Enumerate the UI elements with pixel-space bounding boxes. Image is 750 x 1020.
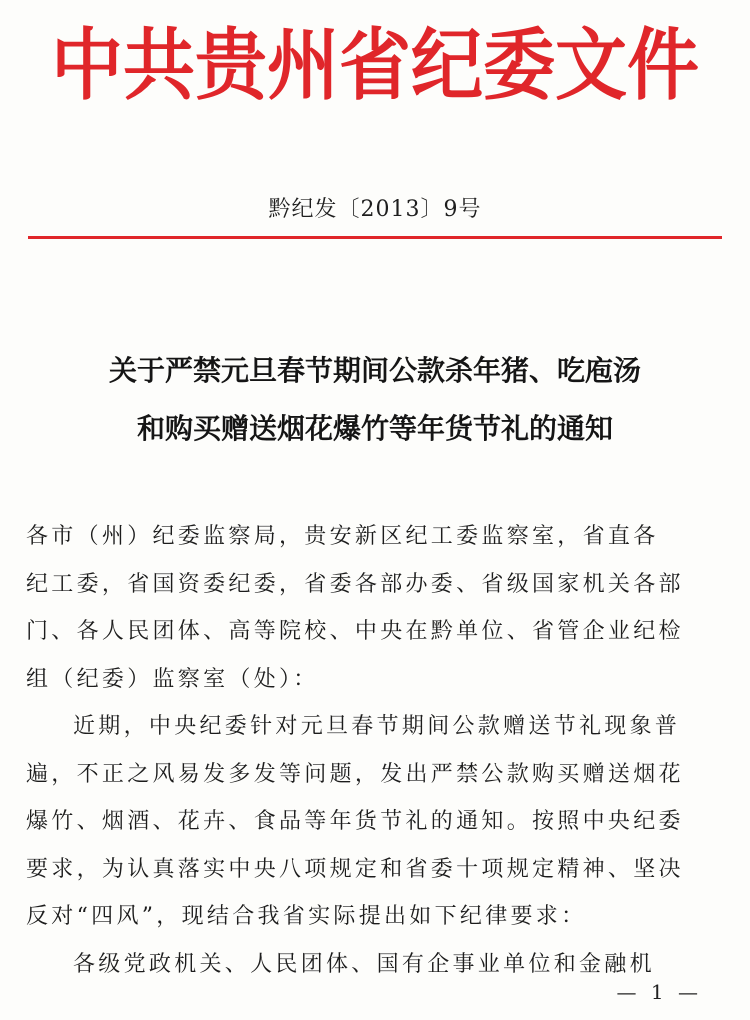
- document-number: 黔纪发〔2013〕9号: [268, 197, 482, 222]
- document-title: [0, 342, 750, 458]
- red-divider-line: [28, 236, 722, 239]
- document-header: 中共贵州省纪委文件: [50, 19, 699, 111]
- page-number: — 1 —: [616, 980, 702, 1004]
- body-line: 要求，为认真落实中央八项规定和省委十项规定精神、坚决: [26, 856, 684, 882]
- body-line: 门、各人民团体、高等院校、中央在黔单位、省管企业纪检: [26, 619, 684, 644]
- body-line: 遍，不正之风易发多发等问题，发出严禁公款购买赠送烟花: [26, 761, 684, 787]
- body-line: 组（纪委）监察室（处）：: [26, 666, 319, 692]
- title-line: 和购买赠送烟花爆竹等年货节礼的通知: [136, 412, 613, 445]
- title-line: 关于严禁元旦春节期间公款杀年猪、吃庖汤: [108, 354, 641, 387]
- document-body: [26, 513, 726, 988]
- body-line: 反对“四风”，现结合我省实际提出如下纪律要求：: [26, 904, 587, 929]
- body-line: 各市（州）纪委监察局，贵安新区纪工委监察室，省直各: [26, 524, 659, 549]
- body-line: 各级党政机关、人民团体、国有企事业单位和金融机: [73, 951, 655, 977]
- body-line: 纪工委，省国资委纪委，省委各部办委、省级国家机关各部: [26, 571, 684, 597]
- body-line: 爆竹、烟酒、花卉、食品等年货节礼的通知。按照中央纪委: [26, 809, 684, 834]
- body-line: 近期，中央纪委针对元旦春节期间公款赠送节礼现象普: [73, 714, 681, 739]
